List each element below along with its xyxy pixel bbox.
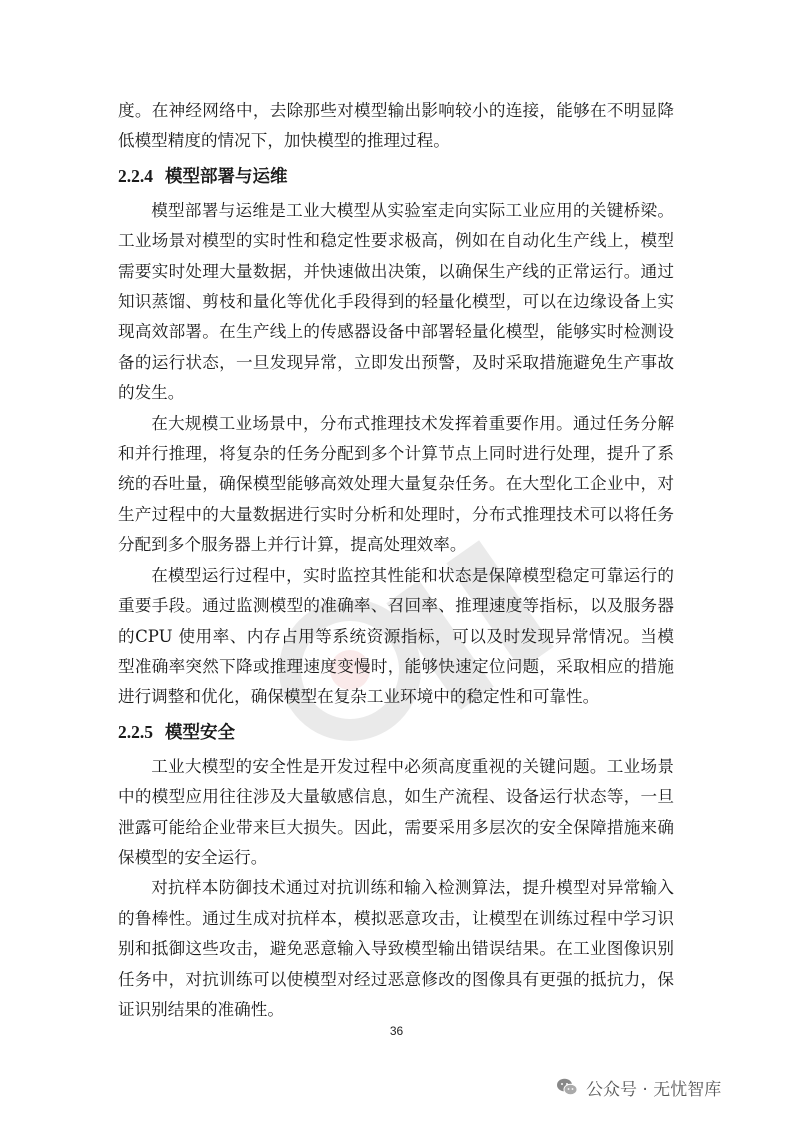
paragraph: 对抗样本防御技术通过对抗训练和输入检测算法，提升模型对异常输入的鲁棒性。通过生成对抗样本，模拟恶意攻击，让模型在训练过程中学习识别和抵御这些攻击，避免恶意输入导致模型输出错误结果。在工业图像识别任务中，对抗训练可以使模型对经过恶意修改的图像具有更强的抵抗力，保证识别结果的准确性。: [118, 878, 674, 1019]
wechat-icon: [556, 1077, 578, 1097]
wechat-account-label: [556, 1073, 721, 1101]
document-body: [118, 96, 674, 1025]
section-number: 2.2.5: [118, 721, 153, 742]
paragraph: 在模型运行过程中，实时监控其性能和状态是保障模型稳定可靠运行的重要手段。通过监测模型的准确率、召回率、推理速度等指标，以及服务器的CPU 使用率、内存占用等系统资源指标，可以及时发现异常情况。当模型准确率突然下降或推理速度变慢时，能够快速定位问题，采取相应的措施进行调整和优化，确保模型在复杂工业环境中的稳定性和可靠性。: [118, 565, 674, 707]
section-heading-2-2-5: [118, 717, 674, 748]
paragraph: 在大规模工业场景中，分布式推理技术发挥着重要作用。通过任务分解和并行推理，将复杂的任务分配到多个计算节点上同时进行处理，提升了系统的吞吐量，确保模型能够高效处理大量复杂任务。在大型化工企业中，对生产过程中的大量数据进行实时分析和处理时，分布式推理技术可以将任务分配到多个服务器上并行计算，提高处理效率。: [118, 413, 674, 555]
section-number: 2.2.4: [118, 165, 153, 186]
section-heading-2-2-4: [118, 161, 674, 192]
paragraph-continued: 度。在神经网络中，去除那些对模型输出影响较小的连接，能够在不明显降低模型精度的情况下，加快模型的推理过程。: [118, 101, 674, 151]
wechat-label-text: 公众号 · 无忧智库: [586, 1079, 722, 1100]
page-number: 36: [389, 1024, 404, 1038]
section-title: 模型安全: [165, 722, 235, 743]
paragraph: 模型部署与运维是工业大模型从实验室走向实际工业应用的关键桥梁。工业场景对模型的实时性和稳定性要求极高，例如在自动化生产线上，模型需要实时处理大量数据，并快速做出决策，以确保生产线的正常运行。通过知识蒸馏、剪枝和量化等优化手段得到的轻量化模型，可以在边缘设备上实现高效部署。在生产线上的传感器设备中部署轻量化模型，能够实时检测设备的运行状态，一旦发现异常，立即发出预警，及时采取措施避免生产事故的发生。: [118, 200, 674, 403]
paragraph: 工业大模型的安全性是开发过程中必须高度重视的关键问题。工业场景中的模型应用往往涉及大量敏感信息，如生产流程、设备运行状态等，一旦泄露可能给企业带来巨大损失。因此，需要采用多层次的安全保障措施来确保模型的安全运行。: [118, 756, 674, 867]
section-title: 模型部署与运维: [165, 166, 288, 187]
